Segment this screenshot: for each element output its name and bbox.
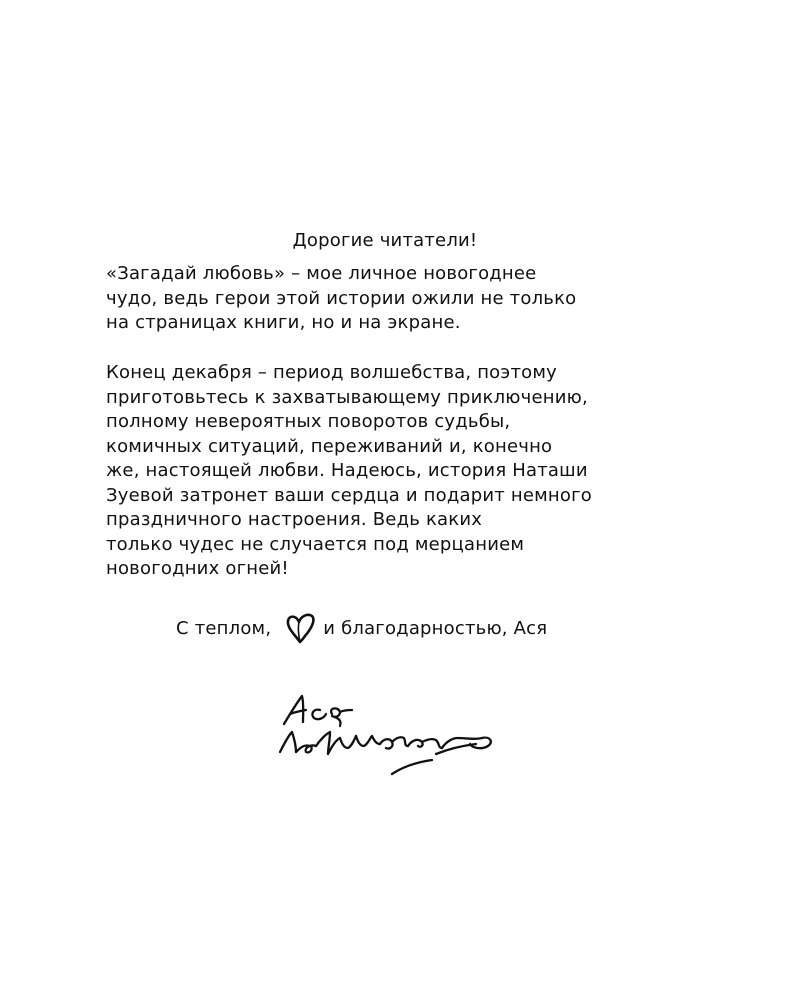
text-line: чудо, ведь герои этой истории ожили не только bbox=[106, 287, 577, 309]
text-line: только чудес не случается под мерцанием bbox=[106, 533, 525, 555]
text-line: приготовьтесь к захватывающему приключению, bbox=[106, 386, 588, 408]
text-line: Конец декабря – период волшебства, поэтому bbox=[106, 362, 557, 383]
closing-text-after: и благодарностью, Ася bbox=[323, 618, 548, 639]
closing-text-before: С теплом, bbox=[176, 618, 272, 639]
paragraph-intro bbox=[106, 262, 726, 336]
text-line: «Загадай любовь» – мое личное новогоднее bbox=[106, 263, 537, 284]
paragraph-main bbox=[106, 361, 726, 582]
letter-greeting: Дорогие читатели! bbox=[292, 230, 478, 251]
text-line: Зуевой затронет ваши сердца и подарит немного bbox=[106, 484, 592, 506]
text-line: праздничного настроения. Ведь каких bbox=[106, 509, 483, 530]
heart-icon bbox=[281, 609, 321, 649]
text-line: на страницах книги, но и на экране. bbox=[106, 312, 461, 333]
text-line: же, настоящей любви. Надеюсь, история Наташи bbox=[106, 460, 588, 481]
text-line: полному невероятных поворотов судьбы, bbox=[106, 411, 511, 432]
text-line: новогодних огней! bbox=[106, 558, 289, 579]
author-signature bbox=[270, 688, 510, 783]
letter-closing bbox=[176, 617, 547, 641]
text-line: комичных ситуаций, переживаний и, конечно bbox=[106, 435, 553, 457]
